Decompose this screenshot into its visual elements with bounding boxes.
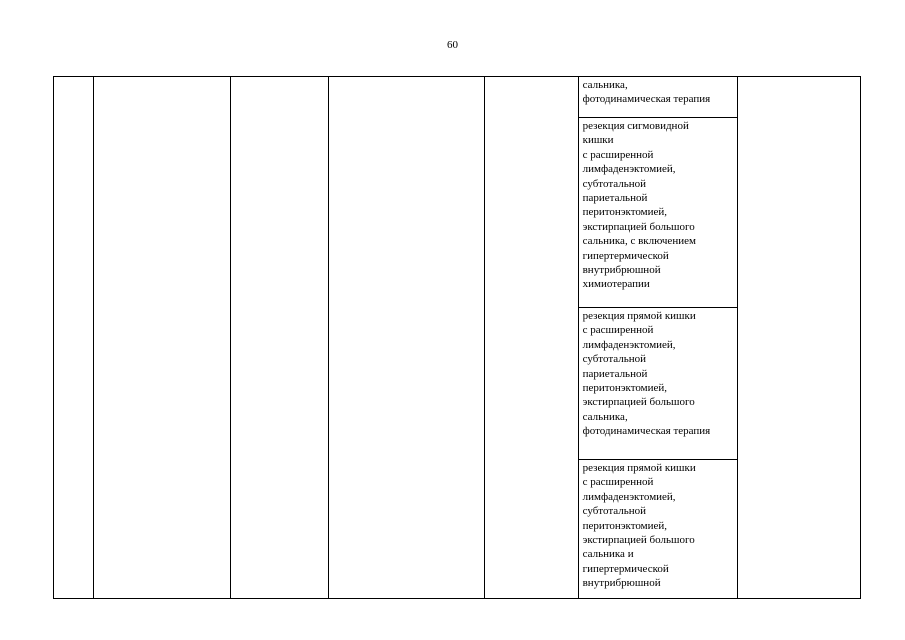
model-cell: [329, 77, 484, 599]
table-row: [54, 77, 861, 118]
number-cell: [54, 77, 94, 599]
treatment-method-cell: сальника, фотодинамическая терапия: [578, 77, 737, 118]
treatment-type-cell: [484, 77, 578, 599]
profile-cell: [94, 77, 231, 599]
page-number: 60: [447, 39, 458, 51]
medical-care-table: [53, 76, 861, 599]
treatment-method-cell: резекция прямой кишки с расширенной лимфаденэктомией, субтотальной париетальной перитонэктомией, экстирпацией большого сальника, фотодинамическая терапия: [578, 308, 737, 460]
treatment-method-cell: резекция сигмовидной кишки с расширенной лимфаденэктомией, субтотальной париетальной перитонэктомией, экстирпацией большого сальника, с включением гипертермической внутрибрюшной химиотерапии: [578, 118, 737, 308]
cost-cell: [737, 77, 860, 599]
treatment-method-cell: резекция прямой кишки с расширенной лимфаденэктомией, субтотальной перитонэктомией, экстирпацией большого сальника и гипертермической внутрибрюшной: [578, 460, 737, 599]
code-cell: [231, 77, 329, 599]
